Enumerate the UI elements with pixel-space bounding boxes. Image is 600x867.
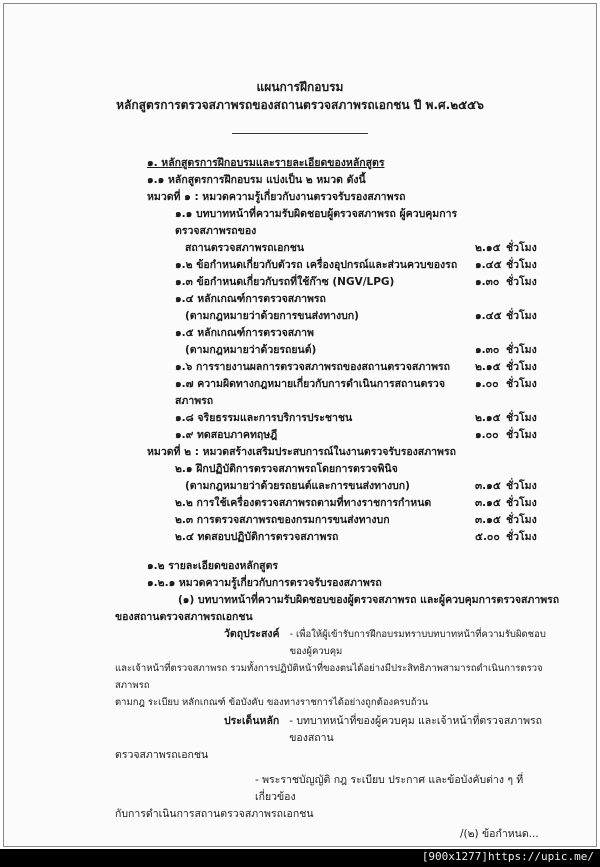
curriculum-item-label: ๑.๕ หลักเกณฑ์การตรวจสภาพ — [175, 327, 314, 339]
hours-unit: ชั่วโมง — [506, 310, 537, 322]
hours-value: ๑.๓๐ — [475, 344, 500, 356]
curriculum-item-cont: สถานตรวจสภาพรถเอกชน — [185, 242, 305, 254]
hours-value: ๑.๔๕ — [475, 259, 502, 271]
hours-unit: ชั่วโมง — [506, 497, 537, 509]
curriculum-item-label: ๑.๘ จริยธรรมและการบริการประชาชน — [175, 412, 353, 424]
hours-value: ๒.๑๕ — [475, 242, 501, 254]
objective-text-1: - เพื่อให้ผู้เข้ารับการฝึกอบรมทราบบทบาทหน้าที่ความรับผิดชอบของผู้ควบคุม — [289, 629, 546, 657]
section-1-2-1: ๑.๒.๑ หมวดความรู้เกี่ยวกับการตรวจรับรองสภาพรถ — [147, 577, 382, 589]
hours-value: ๕.๐๐ — [475, 531, 500, 543]
objective-row — [0, 626, 600, 660]
hours-unit: ชั่วโมง — [506, 378, 537, 390]
hours-unit: ชั่วโมง — [506, 514, 537, 526]
curriculum-item-label: ๑.๙ ทดสอบภาคทฤษฎี — [175, 429, 278, 441]
detail-item-1: (๑) บทบาทหน้าที่ความรับผิดชอบของผู้ตรวจสภาพรถ และผู้ควบคุมการตรวจสภาพรถ — [178, 594, 560, 606]
hours-value: ๓.๑๕ — [475, 480, 501, 492]
curriculum-item — [0, 325, 600, 342]
curriculum-item — [0, 529, 600, 546]
hours-value: ๓.๑๕ — [475, 497, 501, 509]
hours-unit: ชั่วโมง — [506, 361, 537, 373]
main-points-label: ประเด็นหลัก — [224, 715, 280, 727]
watermark-bar — [0, 849, 600, 867]
curriculum-item-label: ๑.๑ บทบาทหน้าที่ความรับผิดชอบผู้ตรวจสภาพรถ ผู้ควบคุมการตรวจสภาพรถของ — [175, 208, 458, 237]
curriculum-item-label: ๑.๖ การรายงานผลการตรวจสภาพรถของสถานตรวจสภาพรถ — [175, 361, 450, 373]
section-1-2: ๑.๒ รายละเอียดของหลักสูตร — [147, 560, 279, 572]
hours-value: ๑.๐๐ — [475, 378, 499, 390]
continued-note: /(๒) ข้อกำหนด... — [460, 828, 539, 840]
curriculum-item — [0, 257, 600, 274]
section-heading — [147, 155, 600, 172]
main-points-row — [0, 713, 600, 747]
curriculum-item-label: ๒.๒ การใช้เครื่องตรวจสภาพรถตามที่ทางราชการกำหนด — [175, 497, 432, 509]
curriculum-item — [0, 461, 600, 478]
curriculum-item — [0, 495, 600, 512]
curriculum-item-cont-row — [0, 478, 600, 495]
curriculum-item — [0, 206, 600, 240]
curriculum-item-cont-row — [0, 240, 600, 257]
curriculum-item-label: ๑.๓ ข้อกำหนดเกี่ยวกับรถที่ใช้ก๊าซ (NGV/LPG) — [175, 276, 395, 288]
curriculum-item — [0, 512, 600, 529]
section-1-1: ๑.๑ หลักสูตรการฝึกอบรม แบ่งเป็น ๒ หมวด ดังนี้ — [147, 174, 366, 186]
curriculum-item-cont: (ตามกฎหมายว่าด้วยรถยนต์) — [185, 344, 317, 356]
curriculum-item-cont-row — [0, 342, 600, 359]
curriculum-item — [0, 376, 600, 410]
hours-value: ๑.๔๕ — [475, 310, 502, 322]
curriculum-item-label: ๒.๑ ฝึกปฏิบัติการตรวจสภาพรถโดยการตรวจพินิจ — [175, 463, 398, 475]
objective-text-3: ตามกฎ ระเบียบ หลักเกณฑ์ ข้อบังคับ ของทางราชการได้อย่างถูกต้องครบถ้วน — [115, 697, 429, 708]
curriculum-item — [0, 359, 600, 376]
curriculum-item-label: ๒.๔ ทดสอบปฏิบัติการตรวจสภาพรถ — [175, 531, 339, 543]
hours-value: ๓.๑๕ — [475, 514, 501, 526]
hours-value: ๒.๑๕ — [475, 412, 501, 424]
hours-value: ๒.๑๕ — [475, 361, 501, 373]
hours-value: ๑.๐๐ — [475, 429, 499, 441]
category-2-list — [0, 461, 600, 546]
hours-unit: ชั่วโมง — [506, 480, 537, 492]
main-points-text-2: ตรวจสภาพรถเอกชน — [115, 749, 209, 761]
hours-value: ๑.๓๐ — [475, 276, 500, 288]
document-body — [0, 78, 600, 843]
section-heading-text: ๑. หลักสูตรการฝึกอบรมและรายละเอียดของหลักสูตร — [147, 157, 385, 169]
category-1-list — [0, 206, 600, 444]
curriculum-item-cont: (ตามกฎหมายว่าด้วยรถยนต์และการขนส่งทางบก) — [185, 480, 410, 492]
hours-unit: ชั่วโมง — [506, 259, 537, 271]
hours-unit: ชั่วโมง — [506, 344, 537, 356]
document-title: แผนการฝึกอบรม — [256, 80, 344, 94]
curriculum-item-cont: (ตามกฎหมายว่าด้วยการขนส่งทางบก) — [185, 310, 359, 322]
watermark-text: [900x1277]https://upic.me/ — [421, 850, 594, 863]
main-points-text-4: กับการดำเนินการสถานตรวจสภาพรถเอกชน — [115, 808, 314, 820]
hours-unit: ชั่วโมง — [506, 412, 537, 424]
detail-item-1-cont: ของสถานตรวจสภาพรถเอกชน — [115, 611, 253, 623]
objective-label: วัตถุประสงค์ — [224, 628, 280, 640]
hours-unit: ชั่วโมง — [506, 276, 537, 288]
curriculum-item-label: ๑.๔ หลักเกณฑ์การตรวจสภาพรถ — [175, 293, 326, 305]
category-1-heading: หมวดที่ ๑ : หมวดความรู้เกี่ยวกับงานตรวจรับรองสภาพรถ — [147, 191, 406, 203]
hours-unit: ชั่วโมง — [506, 242, 537, 254]
curriculum-item-label: ๑.๒ ข้อกำหนดเกี่ยวกับตัวรถ เครื่องอุปกรณ์และส่วนควบของรถ — [175, 259, 458, 271]
objective-text-2: และเจ้าหน้าที่ตรวจสภาพรถ รวมทั้งการปฏิบัติหน้าที่ของตนได้อย่างมีประสิทธิภาพสามารถดำเนินการตรวจสภาพรถ — [115, 663, 543, 691]
curriculum-item — [0, 291, 600, 308]
curriculum-item — [0, 410, 600, 427]
category-2-heading: หมวดที่ ๒ : หมวดสร้างเสริมประสบการณ์ในงานตรวจรับรองสภาพรถ — [147, 446, 456, 458]
main-points-text-1: - บทบาทหน้าที่ของผู้ควบคุม และเจ้าหน้าที่ตรวจสภาพรถของสถาน — [289, 715, 543, 744]
hours-unit: ชั่วโมง — [506, 429, 537, 441]
curriculum-item-cont-row — [0, 308, 600, 325]
divider — [232, 133, 368, 134]
hours-unit: ชั่วโมง — [506, 531, 537, 543]
document-subtitle: หลักสูตรการตรวจสภาพรถของสถานตรวจสภาพรถเอกชน ปี พ.ศ.๒๕๕๖ — [116, 98, 484, 112]
curriculum-item — [0, 427, 600, 444]
main-points-text-3: - พระราชบัญญัติ กฎ ระเบียบ ประกาศ และข้อบังคับต่าง ๆ ที่เกี่ยวข้อง — [255, 774, 524, 803]
curriculum-item — [0, 274, 600, 291]
curriculum-item-label: ๒.๓ การตรวจสภาพรถของกรมการขนส่งทางบก — [175, 514, 390, 526]
curriculum-item-label: ๑.๗ ความผิดทางกฎหมายเกี่ยวกับการดำเนินการสถานตรวจสภาพรถ — [175, 378, 445, 407]
